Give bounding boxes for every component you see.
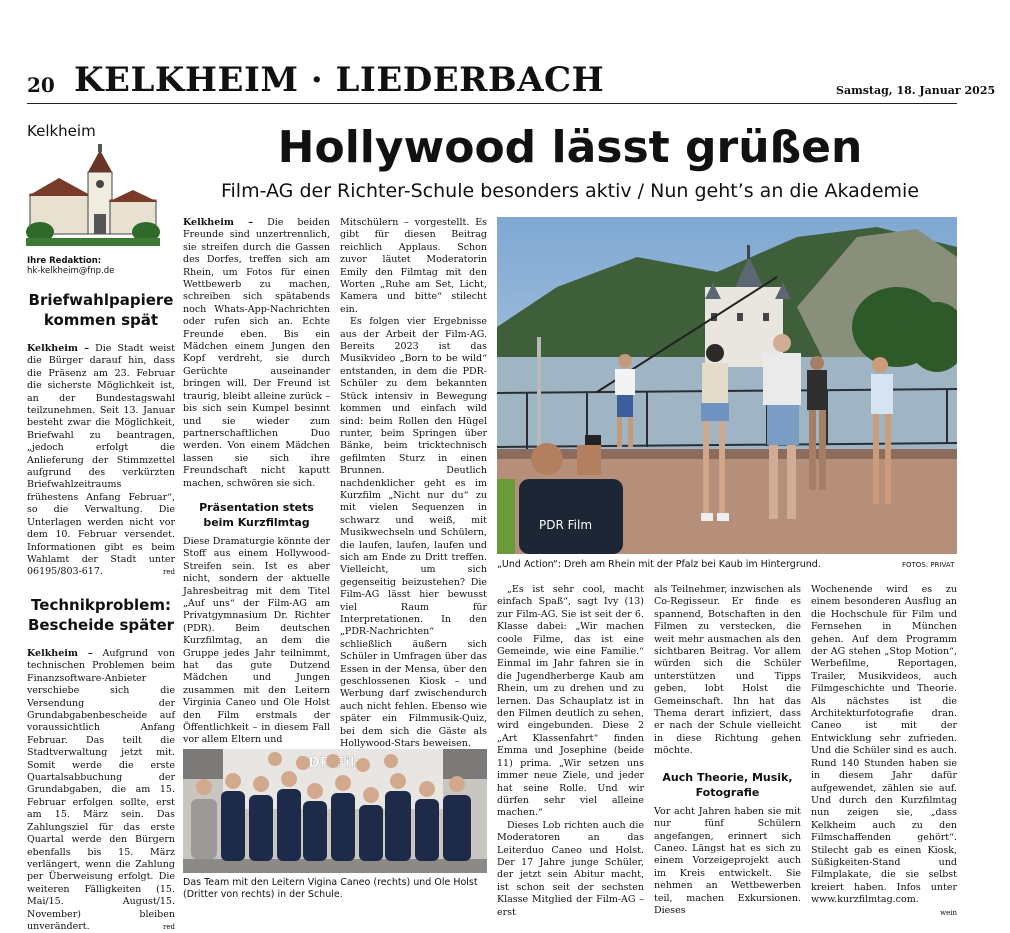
page-number: 20 bbox=[27, 73, 55, 97]
article-text: Aufgrund von technischen Problemen beim Finanzsoftware-Anbieter verschiebe sich die Versendung der Grundabgabenbescheide auf voraussichtlich Anfang Februar. Das teilt die Stadtverwaltung jetzt mit. Somit werde die erste Quartalsabbuchung der Grundabgaben, die am 15. Februar erfolgen sollte, erst am 15. März sein. Das Zahlungsziel für das erste Quartal werde den Bürgern ebenfalls bis 15. März verlängert, wenn die Zahlung per Überweisung erfolgt. Die weiteren Fälligkeiten (15. Mai/15. August/15. November) bleiben unverändert. bbox=[27, 648, 175, 932]
article-column-2 bbox=[340, 217, 487, 750]
dateline: Kelkheim – bbox=[183, 217, 253, 228]
sidebar-article-1 bbox=[27, 343, 175, 579]
author-tag: red bbox=[163, 568, 175, 577]
editor-label: Ihre Redaktion: bbox=[27, 256, 102, 266]
hero-photo-caption: „Und Action“: Dreh am Rhein mit der Pfalz bei Kaub im Hintergrund. bbox=[497, 559, 821, 570]
photo-credit: FOTOS: PRIVAT bbox=[902, 561, 955, 569]
author-tag: red bbox=[163, 922, 175, 931]
article-text: „Es ist sehr cool, macht einfach Spaß“, sagt Ivy (13) zur Film-AG. Sie ist seit der 6. Klasse dabei: „Wir machen coole Filme, das ist eine Gemeinde, wie eine Familie.“ Einmal im Jahr fahren sie in die Jugendherberge Kaub am Rhein, um zu drehen und zu lernen. Das Schauplatz ist in den Filmen deutlich zu sehen, wird eingebunden. Diese 2 „Art Klassenfahrt“ finden Emma und Josephine (beide 11) prima. „Wir setzen uns immer neue Ziele, und jeder hat seine Rolle. Und wir dürfen sehr viel alleine machen.“ bbox=[497, 584, 644, 819]
article-text: Die beiden Freunde sind unzertrennlich, sie streifen durch die Gassen des Dorfes, treffen sich am Rhein, um Fotos für einen Wettbewerb zu machen, schreiben sich spätabends noch Whats-App-Nachrichten oder rufen sich an. Echte Freunde eben. Bis ein Mädchen einem Jungen den Kopf verdreht, sie durch Gerüchte auseinander bringen will. Der Freund ist traurig, bleibt alleine zurück – bis sich sein Kumpel besinnt und sie wieder zum partnerschaftlichen Duo werden. Von einem Mädchen lassen sie sich ihre Freundschaft nicht kaputt machen, schwören sie sich. bbox=[183, 217, 330, 489]
article-text: Die Stadt weist die Bürger darauf hin, dass die Präsenz am 23. Februar die sicherste Möglichkeit ist, an der Bundestagswahl teilzunehmen. Seit 13. Januar besteht zwar die Möglichkeit, Briefwahl zu beantragen, „jedoch erfolgt die Anlieferung der Stimmzettel aufgrund des verkürzten Briefwahlzeitraums frühestens Anfang Februar“, so die Verwaltung. Die Unterlagen werden nicht vor dem 10. Februar versendet. Informationen gibt es beim Wahlamt der Stadt unter 06195/803-617. bbox=[27, 343, 175, 578]
hero-photo bbox=[497, 217, 957, 554]
main-subheadline: Film-AG der Richter-Schule besonders aktiv / Nun geht’s an die Akademie bbox=[220, 180, 920, 202]
article-subhead: Auch Theorie, Musik, Fotografie bbox=[662, 770, 793, 799]
article-text: Dieses Lob richten auch die Moderatoren an das Leiterduo Caneo und Holst. Der 17 Jahre junge Schüler, der jetzt sein Abitur macht, ist schon seit der sechsten Klasse Mitglied der Film-AG – erst bbox=[497, 819, 644, 918]
town-label: Kelkheim bbox=[27, 122, 96, 140]
dateline: Kelkheim – bbox=[27, 343, 90, 354]
issue-date: Samstag, 18. Januar 2025 bbox=[836, 84, 996, 97]
article-text: Wochenende wird es zu einem besonderen Ausflug an die Hochschule für Film und Fernsehen in München gehen. Auf dem Programm der AG stehen „Stop Motion“, Werbefilme, Reportagen, Trailer, Musikvideos, auch Filmgeschichte und Theorie. Als nächstes ist die Architekturfotografie dran. Caneo ist mit der Entwicklung sehr zufrieden. Und die Schüler sind es auch. Rund 140 Stunden haben sie in diesem Jahr dafür aufgewendet, zählen sie auf. Und durch den Kurzfilmtag nun zeigen sie, „dass Kelkheim auch zu den Filmschaffenden gehört“. Stilecht gab es einen Kiosk, Süßigkeiten-Stand und Filmplakate, die sie selbst kreiert haben. Infos unter www.kurzfilmtag.com. bbox=[811, 584, 957, 906]
header-divider bbox=[27, 103, 957, 104]
sidebar-article-2 bbox=[27, 648, 175, 933]
town-church-logo bbox=[26, 144, 160, 246]
team-photo-caption: Das Team mit den Leitern Vigina Caneo (rechts) und Ole Holst (Dritter von rechts) in der Schule. bbox=[183, 877, 478, 900]
article-text: Mitschülern – vorgestellt. Es gibt für diesen Beitrag reichlich Applaus. Schon zuvor läutet Moderatorin Emily den Filmtag mit den Worten „Ruhe am Set, Licht, Kamera und bitte“ stilecht ein. bbox=[340, 217, 487, 315]
sidebar-headline-2: Technikproblem: Bescheide später bbox=[27, 596, 175, 634]
author-tag: wein bbox=[940, 908, 957, 917]
section-title: KELKHEIM · LIEDERBACH bbox=[74, 60, 605, 100]
team-photo bbox=[183, 749, 487, 873]
sidebar-headline-1: Briefwahlpapiere kommen spät bbox=[28, 291, 174, 329]
article-column-3 bbox=[497, 584, 644, 919]
article-column-4 bbox=[654, 584, 801, 917]
article-column-5 bbox=[811, 584, 957, 919]
main-headline: Hollywood lässt grüßen bbox=[277, 122, 863, 173]
article-text: Diese Dramaturgie könnte der Stoff aus einem Hollywood-Streifen sein. Ist es aber nicht, sondern der aktuelle Jahresbeitrag mit dem Titel „Auf uns“ der Film-AG am Privatgymnasium Dr. Richter (PDR). Beim deutschen Kurzfilmtag, an dem die Gruppe jedes Jahr teilnimmt, hat das gute Dutzend Mädchen und Jungen zusammen mit den Leitern Virginia Caneo und Ole Holst den Film erstmals der Öffentlichkeit – in diesem Fall vor allem Eltern und bbox=[183, 535, 330, 746]
article-column-1 bbox=[183, 217, 330, 747]
dateline: Kelkheim – bbox=[27, 648, 93, 659]
banner-text: PDR Film bbox=[298, 755, 370, 771]
article-text: Vor acht Jahren haben sie mit nur fünf Schülern angefangen, erinnert sich Caneo. Längst hat es sich zu einem Vorzeigeprojekt auch im Kreis entwickelt. Sie nehmen an Wettbewerben teil, machen Exkursionen. Dieses bbox=[654, 805, 801, 916]
article-text: Es folgen vier Ergebnisse aus der Arbeit der Film-AG. Bereits 2023 ist das Musikvideo „Born to be wild“ entstanden, in dem die PDR-Schüler zu dem bekannten Stück intensiv in Bewegung kommen und einfach wild sind: beim Rollen den Hügel runter, beim Springen über Bänke, beim tricktechnisch gefilmten Sturz in einen Brunnen. Deutlich nachdenklicher geht es im Kurzfilm „Nicht nur du“ zu mit vielen Sequenzen in schwarz und weiß, mit Musikwechseln und Schülern, die laufen, laufen, laufen und sich am Ende zu Dritt treffen. Vielleicht, um sich gegenseitig beizustehen? Die Film-AG lässt hier bewusst viel Raum für Interpretationen. In den „PDR-Nachrichten“ schließlich äußern sich Schüler in Umfragen über das Essen in der Mensa, über den geschlossenen Kiosk – und Werbung darf zwischendurch auch nicht fehlen. Ebenso wie später ein Filmmusik-Quiz, bei dem sich die Gäste als Hollywood-Stars beweisen. bbox=[340, 316, 487, 750]
editor-email[interactable]: hk-kelkheim@fnp.de bbox=[27, 266, 115, 276]
article-subhead: Präsentation stets beim Kurzfilmtag bbox=[199, 500, 314, 529]
article-text: als Teilnehmer, inzwischen als Co-Regisseur. Er finde es spannend, Botschaften in den Filmen zu verstecken, die weit mehr ausmachen als den sichtbaren Beitrag. Vor allem würden sich die Schüler unterstützen und Tipps geben, lobt Holst die Gemeinschaft. Ihn hat das Thema derart infiziert, dass er nach der Schule vielleicht in diese Richtung gehen möchte. bbox=[654, 584, 801, 757]
shirt-print-text: PDR Film bbox=[539, 518, 593, 532]
